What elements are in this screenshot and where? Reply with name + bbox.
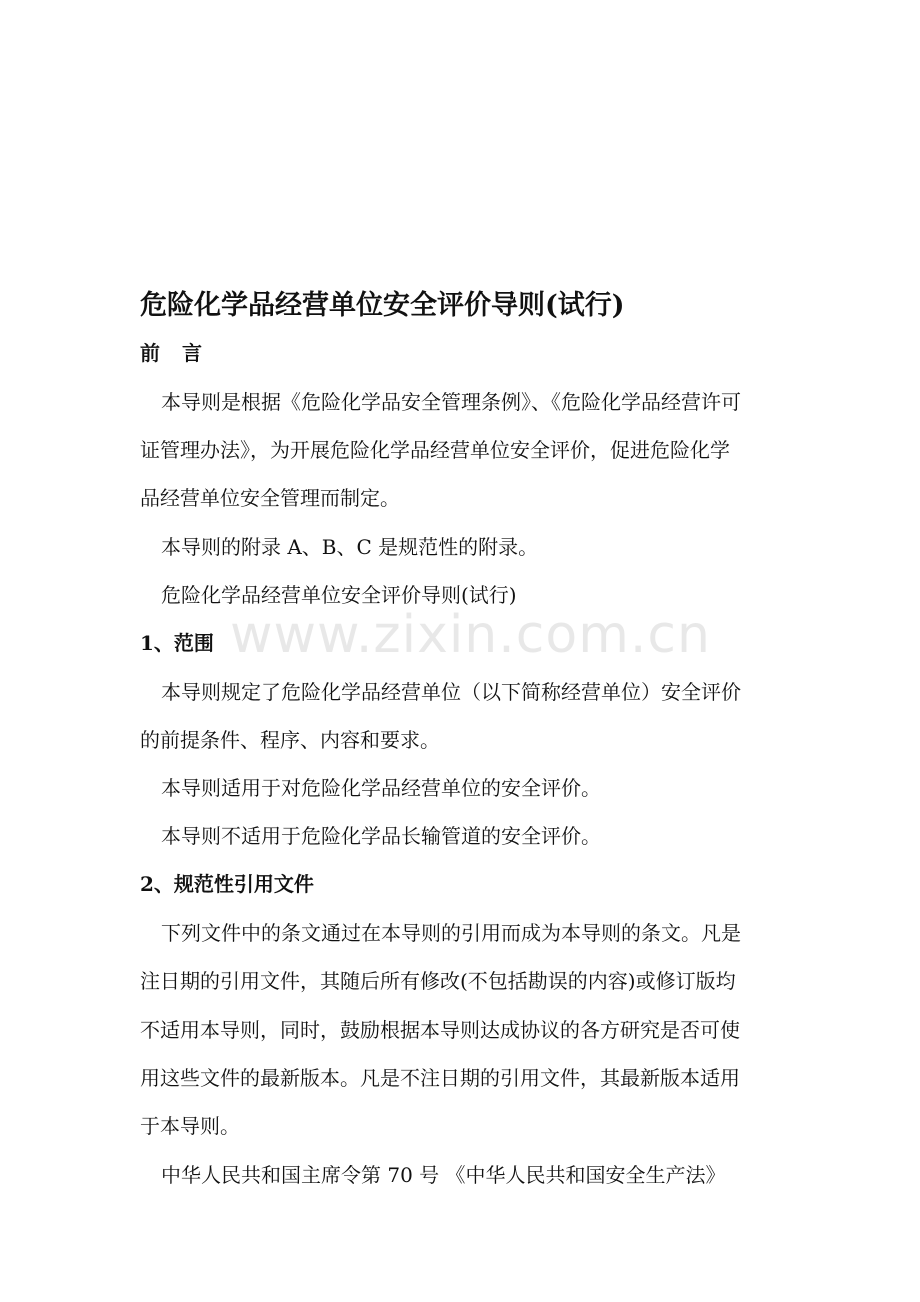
preface-line-1: 本导则是根据《危险化学品安全管理条例》、《危险化学品经营许可 [161,390,741,414]
preface-heading-text: 前言 [140,341,224,365]
section-1-line-3: 本导则适用于对危险化学品经营单位的安全评价。 [161,776,601,800]
preface-line-3: 品经营单位安全管理而制定。 [140,486,400,510]
section-2-line-1: 下列文件中的条文通过在本导则的引用而成为本导则的条文。凡是 [161,921,741,945]
section-1-line-1: 本导则规定了危险化学品经营单位（以下简称经营单位）安全评价 [161,680,741,704]
preface-line-2: 证管理办法》，为开展危险化学品经营单位安全评价，促进危险化学 [140,438,730,462]
section-2-line-6: 中华人民共和国主席令第 70 号 《中华人民共和国安全生产法》 [161,1163,726,1187]
section-1-line-4: 本导则不适用于危险化学品长输管道的安全评价。 [161,824,601,848]
watermark: www.zixin.com.cn [230,605,711,665]
document-subtitle: 危险化学品经营单位安全评价导则(试行) [161,583,517,607]
section-1-line-2: 的前提条件、程序、内容和要求。 [140,728,440,752]
section-2-line-2: 注日期的引用文件，其随后所有修改(不包括勘误的内容)或修订版均 [140,969,736,993]
section-1-heading: 1、范围 [140,631,214,655]
section-2-line-3: 不适用本导则，同时，鼓励根据本导则达成协议的各方研究是否可使 [140,1018,740,1042]
section-2-line-5: 于本导则。 [140,1114,240,1138]
section-2-heading: 2、规范性引用文件 [140,872,314,896]
appendix-note: 本导则的附录 A、B、C 是规范性的附录。 [161,535,539,559]
preface-heading [140,338,800,368]
section-2-line-4: 用这些文件的最新版本。凡是不注日期的引用文件，其最新版本适用 [140,1066,740,1090]
document-title: 危险化学品经营单位安全评价导则(试行) [140,290,625,321]
